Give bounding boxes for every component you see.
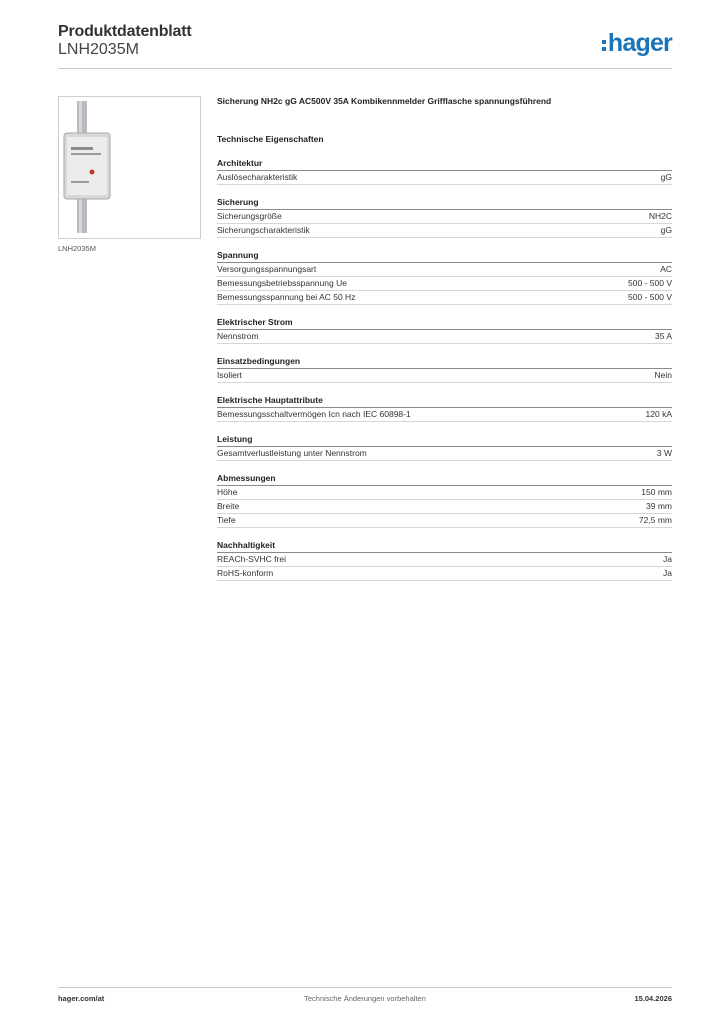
spec-value: Nein bbox=[654, 370, 672, 380]
section-title: Sicherung bbox=[217, 197, 672, 210]
spec-section bbox=[217, 540, 672, 581]
spec-row bbox=[217, 486, 672, 500]
image-caption: LNH2035M bbox=[58, 244, 96, 253]
spec-label: Tiefe bbox=[217, 515, 236, 525]
page-header bbox=[58, 20, 672, 68]
spec-section bbox=[217, 317, 672, 344]
spec-row bbox=[217, 500, 672, 514]
footer-divider bbox=[58, 987, 672, 988]
spec-value: Ja bbox=[663, 554, 672, 564]
section-title: Nachhaltigkeit bbox=[217, 540, 672, 553]
section-title: Spannung bbox=[217, 250, 672, 263]
spec-label: Breite bbox=[217, 501, 240, 511]
footer-date: 15.04.2026 bbox=[634, 994, 672, 1003]
spec-row bbox=[217, 408, 672, 422]
spec-label: Höhe bbox=[217, 487, 238, 497]
spec-row bbox=[217, 291, 672, 305]
spec-value: 500 - 500 V bbox=[628, 292, 672, 302]
spec-value: 72,5 mm bbox=[638, 515, 672, 525]
spec-section bbox=[217, 473, 672, 528]
spec-value: gG bbox=[660, 172, 672, 182]
product-description: Sicherung NH2c gG AC500V 35A Kombikennmelder Grifflasche spannungsführend bbox=[217, 96, 552, 106]
logo-text: hager bbox=[607, 28, 672, 57]
spec-value: 3 W bbox=[656, 448, 672, 458]
spec-value: NH2C bbox=[648, 211, 672, 221]
page-footer bbox=[58, 994, 672, 1006]
section-title: Einsatzbedingungen bbox=[217, 356, 672, 369]
spec-row bbox=[217, 330, 672, 344]
hager-logo bbox=[602, 28, 672, 58]
spec-label: Isoliert bbox=[217, 370, 243, 380]
spec-content bbox=[217, 96, 672, 581]
spec-label: RoHS-konform bbox=[217, 568, 274, 578]
spec-label: Bemessungsspannung bei AC 50 Hz bbox=[217, 292, 356, 302]
spec-section bbox=[217, 158, 672, 185]
spec-section bbox=[217, 434, 672, 461]
spec-row bbox=[217, 171, 672, 185]
spec-row bbox=[217, 447, 672, 461]
footer-website: hager.com/at bbox=[58, 994, 105, 1003]
section-title: Architektur bbox=[217, 158, 672, 171]
spec-label: Bemessungsschaltvermögen Icn nach IEC 60898-1 bbox=[217, 409, 411, 419]
spec-label: Sicherungscharakteristik bbox=[217, 225, 310, 235]
logo-dots-icon bbox=[602, 40, 606, 51]
footer-note: Technische Änderungen vorbehalten bbox=[304, 994, 426, 1003]
spec-sections bbox=[217, 158, 672, 581]
spec-section bbox=[217, 356, 672, 383]
header-divider bbox=[58, 68, 672, 69]
section-title: Abmessungen bbox=[217, 473, 672, 486]
product-code: LNH2035M bbox=[58, 41, 139, 58]
section-title: Elektrischer Strom bbox=[217, 317, 672, 330]
spec-value: 39 mm bbox=[646, 501, 672, 511]
section-title: Elektrische Hauptattribute bbox=[217, 395, 672, 408]
spec-section bbox=[217, 197, 672, 238]
spec-section bbox=[217, 250, 672, 305]
fuse-icon bbox=[59, 97, 200, 238]
section-title: Leistung bbox=[217, 434, 672, 447]
document-title: Produktdatenblatt bbox=[58, 23, 192, 40]
spec-label: Auslösecharakteristik bbox=[217, 172, 298, 182]
spec-value: Ja bbox=[663, 568, 672, 578]
spec-label: Nennstrom bbox=[217, 331, 259, 341]
spec-row bbox=[217, 224, 672, 238]
spec-label: Versorgungsspannungsart bbox=[217, 264, 317, 274]
spec-row bbox=[217, 210, 672, 224]
spec-row bbox=[217, 277, 672, 291]
spec-value: 120 kA bbox=[645, 409, 672, 419]
product-image bbox=[58, 96, 201, 239]
spec-row bbox=[217, 567, 672, 581]
tech-properties-heading: Technische Eigenschaften bbox=[217, 134, 324, 144]
spec-label: Gesamtverlustleistung unter Nennstrom bbox=[217, 448, 367, 458]
spec-value: gG bbox=[660, 225, 672, 235]
spec-label: Sicherungsgröße bbox=[217, 211, 282, 221]
spec-row bbox=[217, 369, 672, 383]
spec-row bbox=[217, 514, 672, 528]
spec-value: 500 - 500 V bbox=[628, 278, 672, 288]
spec-section bbox=[217, 395, 672, 422]
spec-value: 35 A bbox=[654, 331, 672, 341]
spec-label: REACh-SVHC frei bbox=[217, 554, 286, 564]
spec-value: AC bbox=[660, 264, 672, 274]
spec-row bbox=[217, 263, 672, 277]
spec-value: 150 mm bbox=[641, 487, 672, 497]
spec-label: Bemessungsbetriebsspannung Ue bbox=[217, 278, 347, 288]
spec-row bbox=[217, 553, 672, 567]
